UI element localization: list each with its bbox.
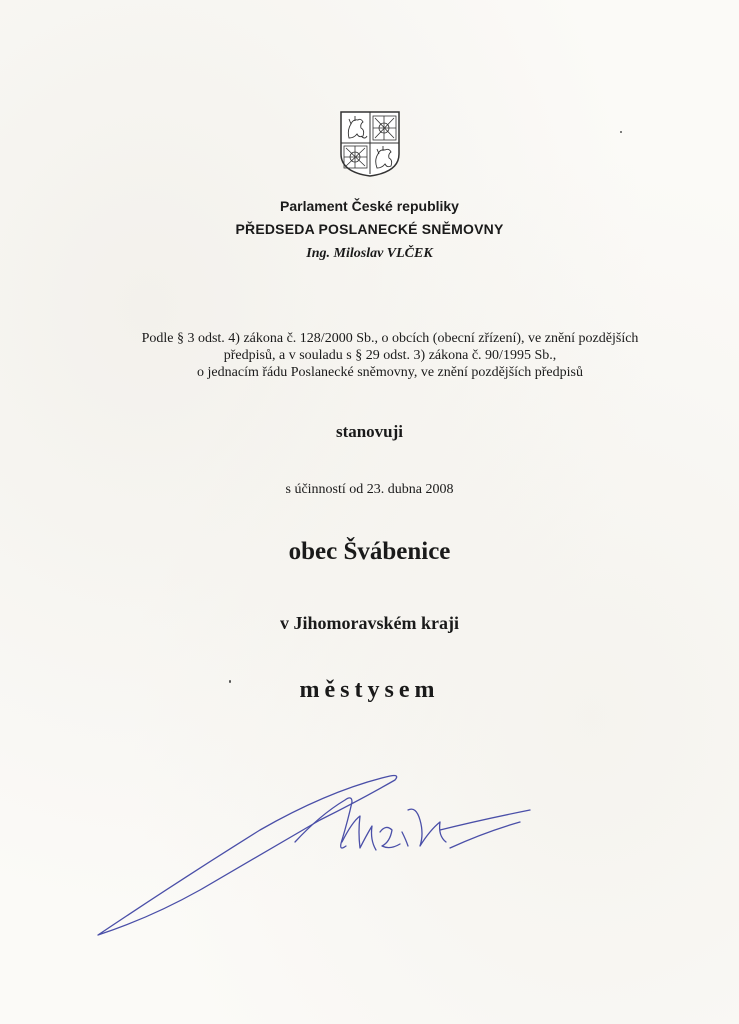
legal-basis-line: o jednacím řádu Poslanecké sněmovny, ve znění pozdějších předpisů (197, 365, 583, 380)
legal-basis-line: Podle § 3 odst. 4) zákona č. 128/2000 Sb., o obcích (obecní zřízení), ve znění pozdějších (141, 331, 639, 346)
paper-speck (229, 680, 231, 683)
municipality-name: obec Švábenice (288, 538, 451, 565)
paper-speck (620, 131, 622, 133)
legal-basis-paragraph (60, 330, 720, 381)
decree-verb: stanovuji (335, 422, 404, 441)
handwritten-signature (90, 760, 550, 940)
coat-of-arms-emblem (339, 110, 401, 178)
organization-name: Parlament České republiky (280, 198, 459, 214)
person-name: Ing. Miloslav VLČEK (306, 246, 433, 261)
municipality-status: městysem (299, 677, 440, 703)
office-title: PŘEDSEDA POSLANECKÉ SNĚMOVNY (235, 221, 504, 237)
region-name: v Jihomoravském kraji (280, 613, 459, 633)
effective-date: s účinností od 23. dubna 2008 (285, 482, 454, 497)
legal-basis-line: předpisů, a v souladu s § 29 odst. 3) zákona č. 90/1995 Sb., (223, 348, 557, 363)
